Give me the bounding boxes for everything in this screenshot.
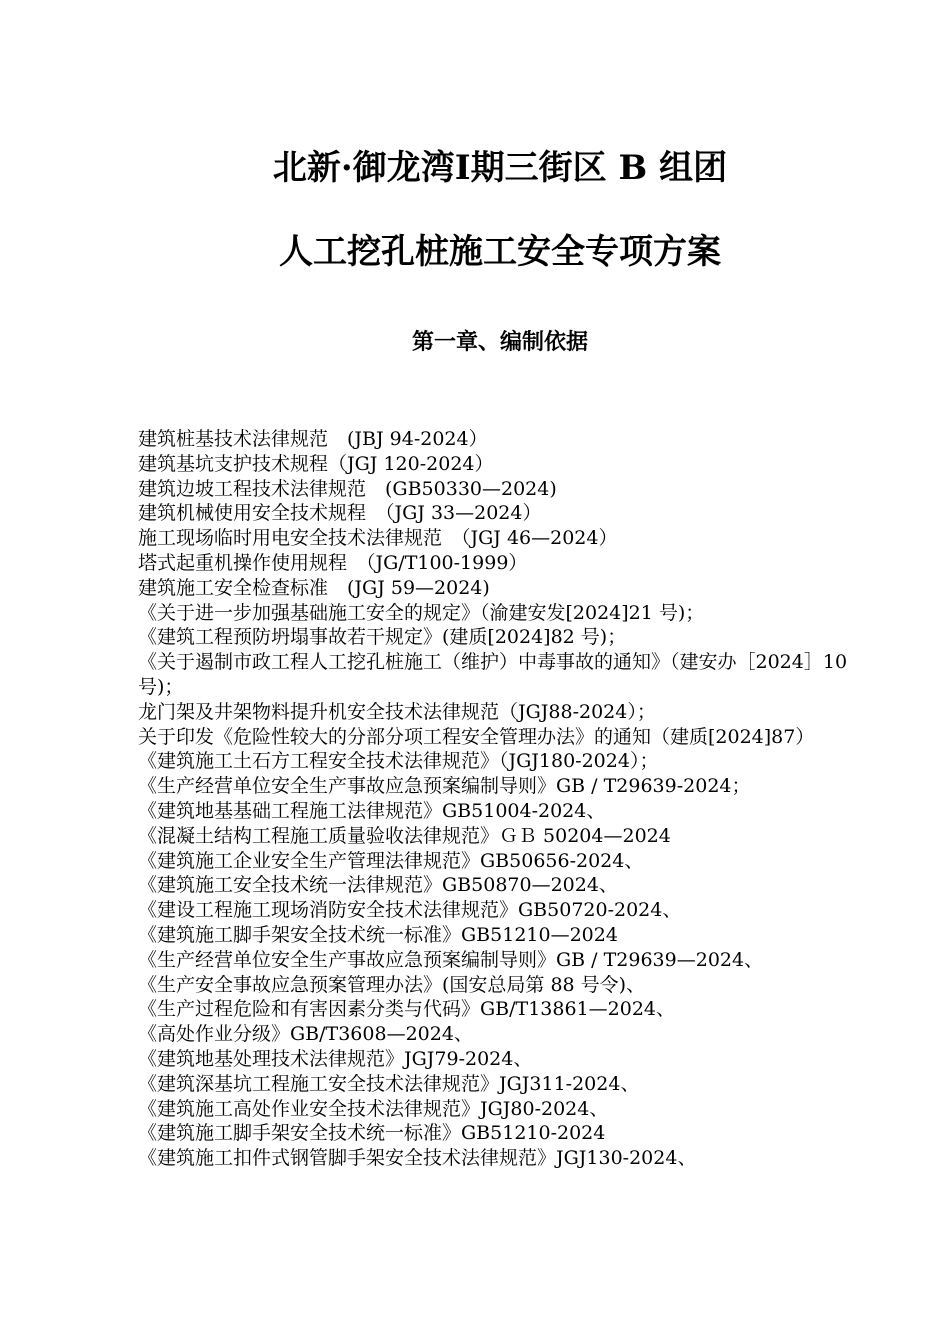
reference-item: 《建筑施工高处作业安全技术法律规范》JGJ80-2024、: [138, 1097, 609, 1120]
reference-item: 《建筑施工扣件式钢管脚手架安全技术法律规范》JGJ130-2024、: [138, 1147, 697, 1170]
chapter-heading: 第一章、编制依据: [411, 330, 588, 355]
reference-item: 《建筑深基坑工程施工安全技术法律规范》JGJ311-2024、: [138, 1072, 640, 1095]
reference-item: 《生产安全事故应急预案管理办法》(国安总局第 88 号令)、: [138, 973, 646, 996]
reference-item: 《建筑施工企业安全生产管理法律规范》GB50656-2024、: [138, 849, 644, 872]
reference-item: 龙门架及井架物料提升机安全技术法律规范（JGJ88-2024）；: [138, 700, 656, 723]
reference-item: 《建筑施工脚手架安全技术统一标准》GB51210-2024: [138, 1122, 606, 1145]
reference-item: 《建筑施工安全技术统一法律规范》GB50870—2024、: [138, 874, 618, 897]
reference-item: 《关于遏制市政工程人工挖孔桩施工（维护）中毒事故的通知》（建安办［2024］10 号)；: [138, 651, 848, 698]
reference-item: 建筑基坑支护技术规程（JGJ 120-2024）: [138, 452, 494, 475]
reference-item: 关于印发《危险性较大的分部分项工程安全管理办法》的通知（建质[2024]87）: [138, 725, 815, 748]
reference-list: [138, 427, 868, 1171]
reference-item: 《建筑施工土石方工程安全技术法律规范》（JGJ180-2024）；: [138, 750, 659, 773]
reference-item: 施工现场临时用电安全技术法律规范 （JGJ 46—2024）: [138, 527, 618, 550]
reference-item: 《生产经营单位安全生产事故应急预案编制导则》GB / T29639—2024、: [138, 948, 764, 971]
reference-item: 《高处作业分级》GB/T3608—2024、: [138, 1023, 473, 1046]
reference-item: 《关于进一步加强基础施工安全的规定》（渝建安发[2024]21 号)；: [138, 601, 705, 624]
reference-item: 建筑施工安全检查标准 (JGJ 59—2024): [138, 576, 490, 599]
reference-item: 《建筑地基基础工程施工法律规范》GB51004-2024、: [138, 799, 606, 822]
reference-item: 《混凝土结构工程施工质量验收法律规范》ＧＢ 50204—2024: [138, 824, 671, 847]
reference-item: 《建设工程施工现场消防安全技术法律规范》GB50720-2024、: [138, 899, 682, 922]
reference-item: 建筑桩基技术法律规范 (JBJ 94-2024）: [138, 428, 488, 450]
reference-item: 建筑机械使用安全技术规程 （JGJ 33—2024）: [138, 502, 542, 525]
document-title-line2: 人工挖孔桩施工安全专项方案: [279, 232, 721, 272]
reference-item: 《建筑工程预防坍塌事故若干规定》(建质[2024]82 号)；: [138, 626, 627, 649]
document-title-line1: 北新·御龙湾I期三街区 B 组团: [272, 148, 728, 188]
reference-item: 建筑边坡工程技术法律规范 (GB50330—2024): [138, 477, 557, 500]
reference-item: 《生产经营单位安全生产事故应急预案编制导则》GB / T29639-2024；: [138, 775, 751, 798]
reference-item: 《生产过程危险和有害因素分类与代码》GB/T13861—2024、: [138, 998, 676, 1021]
reference-item: 塔式起重机操作使用规程 （JG/T100-1999）: [138, 551, 528, 574]
reference-item: 《建筑地基处理技术法律规范》JGJ79-2024、: [138, 1047, 533, 1070]
reference-item: 《建筑施工脚手架安全技术统一标准》GB51210—2024: [138, 923, 618, 946]
